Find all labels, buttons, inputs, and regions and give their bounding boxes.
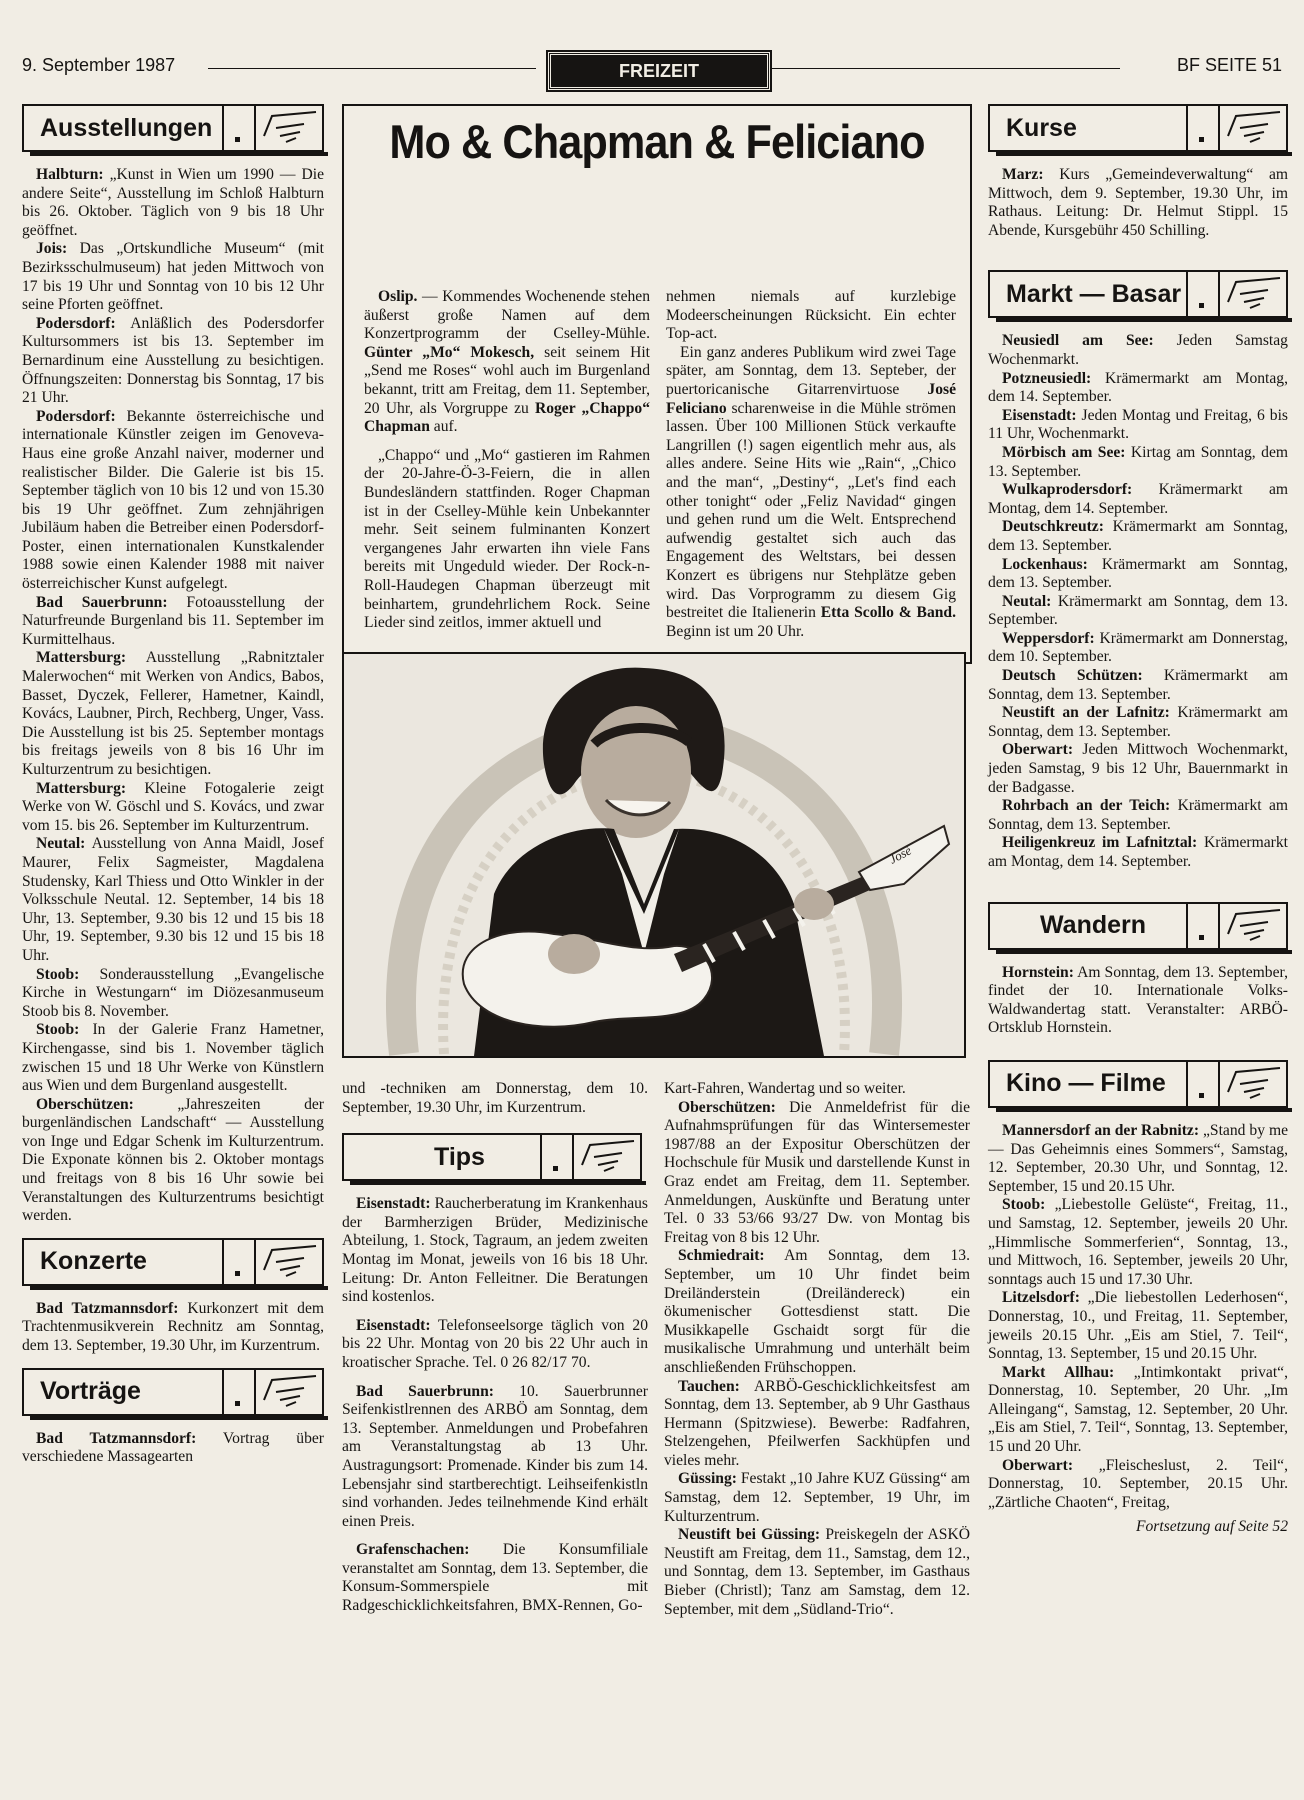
pointing-hand-icon	[256, 1240, 322, 1284]
listing-text: Ausstellung „Rabnitztaler Malerwochen“ mit Werken von Andics, Babos, Basset, Dyczek, Fellerer, Hametner, Kaindl, Kovács, Laubner, Pirch, Rechberg, Unger, Vass. Die Ausstellung ist bis 25. September montags bis freitags jeweils von 8 bis 16 Uhr im Kulturzentrum zu besichtigen.	[22, 649, 324, 778]
listing-place: Bad Sauerbrunn:	[36, 593, 168, 611]
listing-entry	[988, 1122, 1288, 1196]
listing-entry	[22, 166, 324, 240]
listing-entry	[988, 834, 1288, 871]
listing-entry	[664, 1247, 970, 1377]
column-3	[664, 1080, 970, 1619]
listing-place: Bad Sauerbrunn:	[356, 1382, 494, 1400]
listing-entry	[664, 1526, 970, 1619]
listing-place: Wulkaprodersdorf:	[1002, 481, 1133, 499]
listing-text: Am Sonntag, dem 13. September, findet der 10. Internationale Volks-Waldwandertag statt. Veranstalter: ARBÖ-Ortsklub Hornstein.	[988, 963, 1288, 1037]
heading-konzerte: Konzerte	[40, 1247, 147, 1276]
listing-text: Die Konsumfiliale veranstaltet am Sonntag, dem 13. September, die Konsum-Sommerspiele mit Radgeschicklichkeitsfahren, BMX-Rennen, Go-	[342, 1541, 648, 1615]
artist-photo	[342, 652, 966, 1058]
listing-text: „Liebestolle Gelüste“, Freitag, 11., und Samstag, 12. September, jeweils 20 Uhr. „Himmlische Sommerferien“, Sonntag, 13., und Mittwoch, 16. September, jeweils 20 Uhr, sonntags auch 15 und 17.30 Uhr.	[988, 1196, 1288, 1288]
listing-place: Mattersburg:	[36, 779, 127, 797]
listing-place: Neusiedl am See:	[1002, 332, 1154, 350]
listing-place: Heiligenkreuz im Lafnitztal:	[1002, 834, 1198, 852]
listing-place: Tauchen:	[678, 1377, 740, 1395]
listing-text: Kurs „Gemeindeverwaltung“ am Mittwoch, dem 9. September, 19.30 Uhr, im Rathaus. Leitung: Dr. Helmut Stippl. 15 Abende, Kursgebühr 450 Schilling.	[988, 166, 1288, 239]
column-2	[342, 1080, 648, 1616]
listing-place: Eisenstadt:	[1002, 406, 1077, 424]
listing-text: Jeden Samstag Wochenmarkt.	[988, 332, 1288, 368]
listing-entry	[342, 1383, 648, 1532]
heading-box-kino	[988, 1060, 1288, 1108]
bullet-icon	[1186, 106, 1220, 150]
listing-place: Neustift bei Güssing:	[678, 1526, 821, 1544]
listing-text: Das „Ortskundliche Museum“ (mit Bezirksschulmuseum) hat jeden Mittwoch von 17 bis 19 Uhr und Sonntag von 10 bis 12 Uhr seine Pforten geöffnet.	[22, 240, 324, 314]
listing-place: Litzelsdorf:	[1002, 1289, 1080, 1307]
listing-entry	[988, 630, 1288, 667]
page-number: BF SEITE 51	[1176, 55, 1282, 75]
listing-text: „Stand by me — Das Geheimnis eines Sommers“, Samstag, 12. September, 20.30 Uhr, und Sonntag, 12. September, 15 und 20.15 Uhr.	[988, 1121, 1289, 1195]
listing-place: Eisenstadt:	[356, 1195, 431, 1213]
column-4	[988, 100, 1288, 1537]
feature-article	[342, 104, 972, 664]
listing-entry	[988, 741, 1288, 797]
listing-entry	[988, 667, 1288, 704]
listing-place: Oberwart:	[1002, 1456, 1074, 1474]
listing-entry	[664, 1099, 970, 1248]
listing-place: Güssing:	[678, 1470, 737, 1488]
listing-place: Mörbisch am See:	[1002, 443, 1126, 461]
listing-entry	[988, 704, 1288, 741]
heading-box-wandern	[988, 902, 1288, 950]
listing-place: Neutal:	[1002, 592, 1052, 610]
heading-box-kurse	[988, 104, 1288, 152]
heading-ausstellungen: Ausstellungen	[40, 113, 213, 142]
bullet-icon	[1186, 272, 1220, 316]
listing-text: „Kunst in Wien um 1990 — Die andere Seite“, Ausstellung im Schloß Halbturn bis 26. Oktober. Täglich von 9 bis 18 Uhr geöffnet.	[22, 166, 324, 239]
heading-box-markt	[988, 270, 1288, 318]
listing-place: Neustift an der Lafnitz:	[1002, 704, 1170, 722]
listing-entry	[988, 1457, 1288, 1513]
artist-name: Günter „Mo“ Mokesch,	[364, 343, 535, 361]
listing-entry	[664, 1378, 970, 1471]
listing-place: Potzneusiedl:	[1002, 369, 1092, 387]
article-text: seit seinem Hit „Send me Roses“ wohl auch im Burgenland bekannt, tritt am Freitag, dem 11. September, 20 Uhr, als Vorgruppe zu	[364, 343, 650, 417]
listing-entry	[22, 649, 324, 779]
pointing-hand-icon	[1220, 1062, 1286, 1106]
listing-text: 10. Sauerbrunner Seifenkistlrennen des ARBÖ am Sonntag, dem 13. September. Anmeldungen und Probefahren am Veranstaltungstag ab 13 Uhr. Austragungsort: Promenade. Kinder bis zum 14. Lebensjahr sind startberechtigt. Leihseifenkistln sind vorhanden. Jedes teilnehmende Kind erhält einen Preis.	[342, 1382, 648, 1530]
article-text: Ein ganz anderes Publikum wird zwei Tage später, am Sonntag, dem 13. Septeber, der puertoricanische Gitarrenvirtuose	[666, 343, 956, 398]
listing-text: Kurkonzert mit dem Trachtenmusikverein Rechnitz am Sonntag, dem 13. September, 19.30 Uhr, im Kurzentrum.	[22, 1299, 324, 1355]
issue-date: 9. September 1987	[22, 55, 176, 75]
listing-text: Krämermarkt am Sonntag, dem 13. September.	[988, 667, 1288, 703]
listing-place: Jois:	[36, 240, 68, 258]
listing-place: Deutsch Schützen:	[1002, 667, 1143, 685]
article-column-2	[666, 288, 956, 641]
article-paragraph-2: „Chappo“ und „Mo“ gastieren im Rahmen der 20-Jahre-Ö-3-Feiern, die in allen Bundesländern stattfinden. Roger Chapman ist in der Cselley-Mühle kein Unbekannter mehr. Seit seinem fulminanten Konzert vergangenes Jahr erwarten ihn viele Fans bereits mit Ungeduld wieder. Der Rock-n-Roll-Haudegen Chapman überzeugt mit beinhartem, grundehrlichem Rock. Seine Lieder sind zeitlos, immer aktuell und	[364, 446, 650, 632]
listing-text: Krämermarkt am Sonntag, dem 13. September.	[988, 518, 1288, 554]
listing-entry	[22, 1300, 324, 1356]
listing-text: Krämermarkt am Donnerstag, dem 10. September.	[988, 629, 1288, 666]
listing-place: Mannersdorf an der Rabnitz:	[1002, 1121, 1200, 1139]
bullet-icon	[222, 1370, 256, 1414]
tips-continuation: und -techniken am Donnerstag, dem 10. September, 19.30 Uhr, im Kurzentrum.	[342, 1080, 648, 1116]
listing-place: Grafenschachen:	[356, 1541, 470, 1559]
listing-entry	[988, 593, 1288, 630]
pointing-hand-icon	[256, 1370, 322, 1414]
article-text: Beginn ist um 20 Uhr.	[666, 622, 805, 640]
listing-place: Eisenstadt:	[356, 1316, 431, 1334]
listing-entry	[988, 370, 1288, 407]
listing-entry	[988, 481, 1288, 518]
heading-box-ausstellungen	[22, 104, 324, 152]
list-vortraege	[22, 1430, 324, 1467]
listing-entry	[342, 1195, 648, 1307]
column-3-continuation: Kart-Fahren, Wandertag und so weiter.	[664, 1080, 906, 1097]
listing-text: Fotoausstellung der Naturfreunde Burgenland bis 11. September im Kurmittelhaus.	[22, 593, 324, 648]
heading-box-tips	[342, 1133, 642, 1181]
listing-entry	[22, 966, 324, 1022]
listing-entry	[988, 964, 1288, 1038]
listing-entry	[988, 1289, 1288, 1363]
listing-text: „Intimkontakt privat“, Donnerstag, 10. September, 20 Uhr. „Im Alleingang“, Samstag, 12. September, 20 Uhr. „Eis am Stiel, 7. Teil“, Sonntag, 13. September, 15 und 20 Uhr.	[988, 1363, 1288, 1456]
listing-place: Podersdorf:	[36, 407, 116, 425]
continuation-note: Fortsetzung auf Seite 52	[1135, 1518, 1288, 1536]
listing-text: In der Galerie Franz Hametner, Kirchengasse, sind bis 1. November täglich zwischen 15 und 18 Uhr Werke von Künstlern aus Wien und dem Burgenland ausgestellt.	[22, 1021, 324, 1095]
heading-kino-filme: Kino — Filme	[1006, 1069, 1166, 1098]
list-markt	[988, 332, 1288, 871]
list-ausstellungen	[22, 166, 324, 1226]
pointing-hand-icon	[256, 106, 322, 150]
column-1	[22, 100, 324, 1467]
listing-place: Halbturn:	[36, 166, 104, 183]
listing-entry	[22, 408, 324, 594]
pointing-hand-icon	[574, 1135, 640, 1179]
listing-entry	[988, 1364, 1288, 1457]
heading-markt-basar: Markt — Basar	[1006, 279, 1182, 308]
listing-text: „Die liebestollen Lederhosen“, Donnerstag, 10., und Freitag, 11. September, jeweils 20.15 Uhr. „Eis am Stiel, 7. Teil“, Sonntag, 13. September, 15 und 20.15 Uhr.	[988, 1289, 1288, 1363]
header-rule-left	[208, 68, 536, 69]
listing-text: „Jahreszeiten der burgenländischen Landschaft“ — Ausstellung von Inge und Edgar Schenk im Kulturzentrum. Die Exponate können bis 2. Oktober montags und freitags von 8 bis 16 Uhr sowie bei Veranstaltungen des Kulturzentrums besichtigt werden.	[22, 1095, 324, 1225]
list-column-3	[664, 1099, 970, 1620]
listing-place: Lockenhaus:	[1002, 555, 1088, 573]
listing-place: Bad Tatzmannsdorf:	[36, 1429, 197, 1447]
listing-text: „Fleischeslust, 2. Teil“, Donnerstag, 10. September, 20.15 Uhr. „Zärtliche Chaoten“, Freitag,	[988, 1456, 1288, 1511]
list-wandern	[988, 964, 1288, 1038]
listing-text: Die Anmeldefrist für die Aufnahmsprüfungen für das Wintersemester 1987/88 an der Expositur Oberschützen der Hochschule für Musik und darstellende Kunst in Graz endet am Freitag, dem 11. September. Anmeldungen, Auskünfte und Beratung unter Tel. 0 33 53/66 93/27 Dw. von Montag bis Freitag von 8 bis 12 Uhr.	[664, 1098, 970, 1246]
pointing-hand-icon	[1220, 904, 1286, 948]
bullet-icon	[222, 106, 256, 150]
bullet-icon	[222, 1240, 256, 1284]
listing-entry	[988, 407, 1288, 444]
section-label: FREIZEIT	[548, 52, 770, 90]
listing-text: Krämermarkt am Montag, dem 14. September.	[988, 834, 1288, 870]
artist-name: José Feliciano	[666, 380, 956, 417]
listing-place: Bad Tatzmannsdorf:	[36, 1299, 179, 1317]
guitar-logo-text: José	[886, 842, 914, 867]
listing-text: Am Sonntag, dem 13. September, um 10 Uhr findet beim Dreiländerstein (Dreiländereck) ein ökumenischer Gottesdienst statt. Die Musikkapelle Gschaidt sorgt für die musikalische Umrahmung und unterhält beim anschließenden Frühschoppen.	[664, 1247, 970, 1376]
bullet-icon	[540, 1135, 574, 1179]
listing-place: Oberschützen:	[678, 1098, 776, 1116]
listing-entry	[22, 1430, 324, 1467]
listing-text: ARBÖ-Geschicklichkeitsfest am Sonntag, dem 13. September, ab 9 Uhr Gasthaus Hermann (Spitzwiese). Bewerbe: Radfahren, Stelzengehen, Pfeilwerfen Sackhüpfen und vieles mehr.	[664, 1377, 970, 1469]
listing-text: Kirtag am Sonntag, dem 13. September.	[988, 443, 1288, 480]
listing-text: Kleine Fotogalerie zeigt Werke von W. Göschl und S. Kovács, und zwar vom 15. bis 26. September im Kulturzentrum.	[22, 779, 324, 834]
listing-place: Oberwart:	[1002, 741, 1074, 759]
listing-place: Oberschützen:	[36, 1095, 134, 1113]
list-kurse	[988, 166, 1288, 240]
heading-wandern: Wandern	[1040, 911, 1147, 940]
article-paragraph-1	[364, 288, 650, 437]
listing-entry	[988, 332, 1288, 369]
list-konzerte	[22, 1300, 324, 1356]
listing-text: Jeden Montag und Freitag, 6 bis 11 Uhr, Wochenmarkt.	[988, 406, 1288, 443]
listing-entry	[988, 797, 1288, 834]
listing-place: Neutal:	[36, 835, 86, 853]
article-text: scharenweise in die Mühle strömen lassen. Über 100 Millionen Stück verkaufte Langrillen (!) sagen eigentlich mehr aus, als alles andere. Seine Hits wie „Rain“, „Chico and the man“, „Destiny“, „Let's find each other tonight“ oder „Feliz Navidad“ gingen und gehen rund um die Welt. Entsprechend aufwendig gestaltet sich auch das Engagement des Weltstars, bei dessen Konzert es übrigens nur Stehplätze geben wird. Das Vorprogramm zu diesem Gig bestreitet die Italienerin	[666, 399, 956, 622]
artist-name: Etta Scollo & Band.	[820, 604, 956, 622]
bullet-icon	[1186, 1062, 1220, 1106]
listing-entry	[988, 556, 1288, 593]
listing-place: Weppersdorf:	[1002, 629, 1095, 647]
pointing-hand-icon	[1220, 272, 1286, 316]
listing-text: Festakt „10 Jahre KUZ Güssing“ am Samstag, dem 12. September, 19 Uhr, im Kulturzentrum.	[664, 1470, 970, 1525]
article-paragraph-3: nehmen niemals auf kurzlebige Modeerscheinungen Rücksicht. Ein echter Top-act.	[666, 288, 956, 343]
listing-text: Krämermarkt am Sonntag, dem 13. September.	[988, 704, 1289, 740]
article-text: — Kommendes Wochenende stehen äußerst große Namen auf dem Konzertprogramm der Cselley-Mühle.	[364, 288, 650, 343]
listing-entry	[22, 1096, 324, 1226]
listing-text: Vortrag über verschiedene Massagearten	[22, 1429, 324, 1466]
listing-place: Deutschkreutz:	[1002, 518, 1104, 536]
listing-entry	[988, 518, 1288, 555]
listing-place: Stoob:	[36, 965, 80, 983]
listing-place: Markt Allhau:	[1002, 1363, 1115, 1381]
heading-vortraege: Vorträge	[40, 1377, 141, 1406]
listing-entry	[22, 1021, 324, 1095]
pointing-hand-icon	[1220, 106, 1286, 150]
heading-kurse: Kurse	[1006, 113, 1077, 142]
listing-text: Raucherberatung im Krankenhaus der Barmherzigen Brüder, Medizinische Abteilung, 1. Stock, Tagraum, an jedem zweiten Montag im Monat, jeweils von 16 bis 18 Uhr. Leitung: Dr. Anton Felleitner. Die Beratungen sind kostenlos.	[342, 1195, 648, 1306]
dateline: Oslip.	[378, 288, 418, 305]
listing-text: Krämermarkt am Montag, dem 14. September.	[988, 481, 1288, 517]
listing-entry	[22, 315, 324, 408]
listing-text: Bekannte österreichische und internationale Künstler zeigen im Genoveva-Haus eine große Anzahl naiver, moderner und realistischer Bilder. Die Galerie ist bis 15. September täglich von 10 bis 12 und von 15.30 bis 19 Uhr geöffnet. Zum zehnjährigen Jubiläum haben die Betreiber einen Podersdorf-Poster, einen internationalen Kunstkalender 1988 sowie einen Kalender 1988 mit naiver österreichischer Kunst aufgelegt.	[22, 407, 324, 593]
listing-entry	[342, 1541, 648, 1615]
listing-text: Jeden Mittwoch Wochenmarkt, jeden Samstag, 9 bis 12 Uhr, Bauernmarkt in der Badgasse.	[988, 741, 1288, 796]
heading-box-vortraege	[22, 1368, 324, 1416]
listing-text: Krämermarkt am Sonntag, dem 13. September.	[988, 797, 1288, 833]
listing-place: Rohrbach an der Teich:	[1002, 797, 1171, 815]
header-rule-right	[770, 68, 1120, 69]
listing-entry	[22, 240, 324, 314]
listing-entry	[342, 1317, 648, 1373]
list-tips	[342, 1195, 648, 1615]
listing-entry	[22, 780, 324, 836]
list-kino	[988, 1122, 1288, 1512]
listing-entry	[988, 166, 1288, 240]
listing-text: Krämermarkt am Montag, dem 14. September.	[988, 369, 1288, 406]
artist-name: Roger „Chappo“ Chapman	[364, 399, 650, 436]
listing-text: Anläßlich des Podersdorfer Kultursommers ist bis 13. September im Bernardinum eine Ausstellung zu besichtigen. Öffnungszeiten: Donnerstag bis Sonntag, 17 bis 21 Uhr.	[22, 314, 324, 407]
listing-entry	[988, 1196, 1288, 1289]
listing-text: Sonderausstellung „Evangelische Kirche in Westungarn“ im Diözesanmuseum Stoob bis 8. November.	[22, 965, 324, 1020]
listing-entry	[22, 835, 324, 965]
headline: Mo & Chapman & Feliciano	[389, 115, 925, 168]
listing-text: Telefonseelsorge täglich von 20 bis 22 Uhr. Montag von 20 bis 22 Uhr auch in kroatischer Sprache. Tel. 0 26 82/17 70.	[342, 1316, 648, 1371]
article-text: auf.	[429, 418, 458, 436]
listing-text: Ausstellung von Anna Maidl, Josef Maurer, Felix Sagmeister, Magdalena Studensky, Karl Thiess und Otto Winkler in der Volksschule Neutal. 12. September, 14 bis 18 Uhr, 13. September, 9.30 bis 12 und 15 bis 18 Uhr, 19. September, 9.30 bis 12 und 15 bis 18 Uhr.	[22, 835, 324, 964]
listing-place: Schmiedrait:	[678, 1247, 765, 1265]
bullet-icon	[1186, 904, 1220, 948]
heading-box-konzerte	[22, 1238, 324, 1286]
listing-place: Mattersburg:	[36, 649, 127, 667]
article-paragraph-4	[666, 344, 956, 642]
heading-tips: Tips	[434, 1142, 485, 1171]
listing-text: Krämermarkt am Sonntag, dem 13. September.	[988, 555, 1288, 592]
listing-text: Krämermarkt am Sonntag, dem 13. September.	[988, 592, 1288, 629]
listing-entry	[22, 594, 324, 650]
listing-place: Stoob:	[36, 1021, 80, 1039]
listing-text: Preiskegeln der ASKÖ Neustift am Freitag, dem 11., Samstag, dem 12., und Sonntag, dem 13. September, im Gasthaus Bieber (Christl); Tanz am Samstag, dem 12. September, mit dem „Südland-Trio“.	[664, 1526, 970, 1618]
listing-entry	[664, 1470, 970, 1526]
listing-place: Marz:	[1002, 166, 1044, 183]
listing-place: Hornstein:	[1002, 963, 1074, 981]
listing-place: Podersdorf:	[36, 314, 116, 332]
listing-entry	[988, 444, 1288, 481]
article-column-1	[364, 288, 650, 633]
listing-place: Stoob:	[1002, 1196, 1046, 1214]
